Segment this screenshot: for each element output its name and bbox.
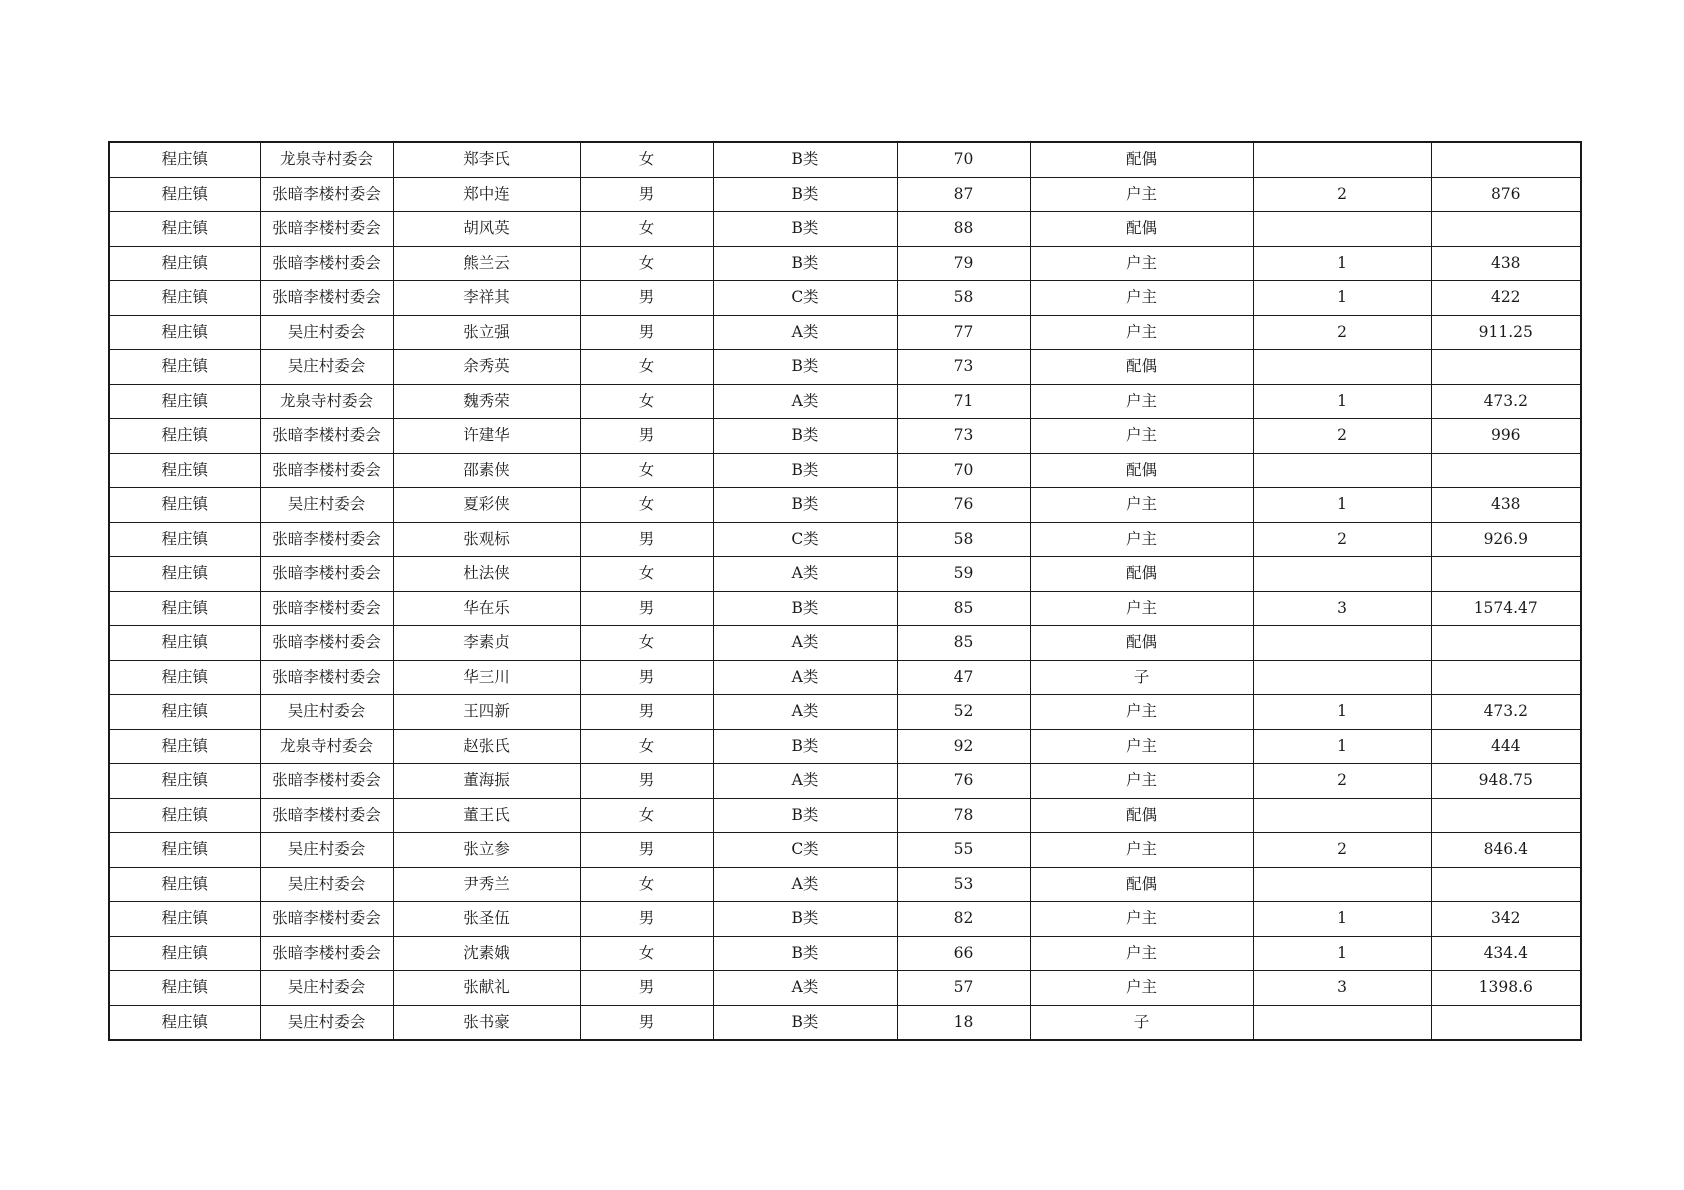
gender-cell: 女 xyxy=(580,867,713,902)
township-cell: 程庄镇 xyxy=(109,695,260,730)
age-cell: 82 xyxy=(897,902,1030,937)
household-size-cell: 1 xyxy=(1253,936,1431,971)
table-row xyxy=(109,453,1581,488)
household-size-cell xyxy=(1253,1005,1431,1040)
amount-cell xyxy=(1431,453,1581,488)
amount-cell xyxy=(1431,350,1581,385)
age-cell: 55 xyxy=(897,833,1030,868)
table-row xyxy=(109,246,1581,281)
amount-cell: 444 xyxy=(1431,729,1581,764)
table-row xyxy=(109,557,1581,592)
gender-cell: 男 xyxy=(580,315,713,350)
township-cell: 程庄镇 xyxy=(109,350,260,385)
age-cell: 57 xyxy=(897,971,1030,1006)
gender-cell: 男 xyxy=(580,660,713,695)
relation-cell: 户主 xyxy=(1030,936,1253,971)
village-cell: 吴庄村委会 xyxy=(260,833,393,868)
age-cell: 73 xyxy=(897,419,1030,454)
category-cell: B类 xyxy=(713,488,897,523)
household-size-cell: 1 xyxy=(1253,281,1431,316)
gender-cell: 男 xyxy=(580,419,713,454)
table-row xyxy=(109,695,1581,730)
township-cell: 程庄镇 xyxy=(109,177,260,212)
category-cell: A类 xyxy=(713,557,897,592)
amount-cell xyxy=(1431,626,1581,661)
amount-cell: 1398.6 xyxy=(1431,971,1581,1006)
relation-cell: 户主 xyxy=(1030,419,1253,454)
gender-cell: 男 xyxy=(580,902,713,937)
relation-cell: 户主 xyxy=(1030,384,1253,419)
township-cell: 程庄镇 xyxy=(109,315,260,350)
age-cell: 85 xyxy=(897,591,1030,626)
amount-cell: 434.4 xyxy=(1431,936,1581,971)
category-cell: B类 xyxy=(713,902,897,937)
name-cell: 李素贞 xyxy=(393,626,580,661)
category-cell: C类 xyxy=(713,833,897,868)
name-cell: 郑中连 xyxy=(393,177,580,212)
relation-cell: 户主 xyxy=(1030,764,1253,799)
township-cell: 程庄镇 xyxy=(109,246,260,281)
table-row xyxy=(109,591,1581,626)
table-row xyxy=(109,833,1581,868)
township-cell: 程庄镇 xyxy=(109,660,260,695)
name-cell: 赵张氏 xyxy=(393,729,580,764)
age-cell: 77 xyxy=(897,315,1030,350)
amount-cell: 926.9 xyxy=(1431,522,1581,557)
gender-cell: 女 xyxy=(580,936,713,971)
household-size-cell: 2 xyxy=(1253,419,1431,454)
age-cell: 58 xyxy=(897,522,1030,557)
amount-cell: 948.75 xyxy=(1431,764,1581,799)
township-cell: 程庄镇 xyxy=(109,971,260,1006)
name-cell: 许建华 xyxy=(393,419,580,454)
table-row xyxy=(109,522,1581,557)
relation-cell: 户主 xyxy=(1030,281,1253,316)
village-cell: 吴庄村委会 xyxy=(260,867,393,902)
household-size-cell: 2 xyxy=(1253,522,1431,557)
category-cell: B类 xyxy=(713,177,897,212)
age-cell: 70 xyxy=(897,142,1030,177)
household-size-cell xyxy=(1253,453,1431,488)
table-row xyxy=(109,315,1581,350)
household-size-cell: 3 xyxy=(1253,971,1431,1006)
household-size-cell: 1 xyxy=(1253,246,1431,281)
gender-cell: 男 xyxy=(580,177,713,212)
amount-cell xyxy=(1431,1005,1581,1040)
township-cell: 程庄镇 xyxy=(109,729,260,764)
township-cell: 程庄镇 xyxy=(109,384,260,419)
category-cell: B类 xyxy=(713,591,897,626)
age-cell: 71 xyxy=(897,384,1030,419)
gender-cell: 男 xyxy=(580,281,713,316)
township-cell: 程庄镇 xyxy=(109,142,260,177)
amount-cell xyxy=(1431,660,1581,695)
name-cell: 魏秀荣 xyxy=(393,384,580,419)
village-cell: 张暗李楼村委会 xyxy=(260,798,393,833)
household-size-cell: 2 xyxy=(1253,833,1431,868)
village-cell: 吴庄村委会 xyxy=(260,971,393,1006)
relation-cell: 配偶 xyxy=(1030,867,1253,902)
relation-cell: 户主 xyxy=(1030,246,1253,281)
age-cell: 66 xyxy=(897,936,1030,971)
amount-cell: 473.2 xyxy=(1431,384,1581,419)
township-cell: 程庄镇 xyxy=(109,1005,260,1040)
amount-cell: 1574.47 xyxy=(1431,591,1581,626)
village-cell: 吴庄村委会 xyxy=(260,315,393,350)
village-cell: 张暗李楼村委会 xyxy=(260,246,393,281)
name-cell: 夏彩侠 xyxy=(393,488,580,523)
relation-cell: 配偶 xyxy=(1030,626,1253,661)
relation-cell: 户主 xyxy=(1030,833,1253,868)
name-cell: 郑李氏 xyxy=(393,142,580,177)
age-cell: 92 xyxy=(897,729,1030,764)
village-cell: 龙泉寺村委会 xyxy=(260,384,393,419)
category-cell: A类 xyxy=(713,660,897,695)
household-size-cell: 2 xyxy=(1253,177,1431,212)
household-size-cell xyxy=(1253,557,1431,592)
relation-cell: 户主 xyxy=(1030,902,1253,937)
category-cell: B类 xyxy=(713,350,897,385)
household-size-cell: 1 xyxy=(1253,488,1431,523)
relation-cell: 户主 xyxy=(1030,591,1253,626)
gender-cell: 男 xyxy=(580,591,713,626)
township-cell: 程庄镇 xyxy=(109,833,260,868)
table-row xyxy=(109,867,1581,902)
relation-cell: 配偶 xyxy=(1030,350,1253,385)
amount-cell xyxy=(1431,867,1581,902)
category-cell: C类 xyxy=(713,281,897,316)
village-cell: 张暗李楼村委会 xyxy=(260,453,393,488)
relation-cell: 户主 xyxy=(1030,695,1253,730)
gender-cell: 女 xyxy=(580,142,713,177)
amount-cell: 473.2 xyxy=(1431,695,1581,730)
gender-cell: 男 xyxy=(580,695,713,730)
amount-cell: 342 xyxy=(1431,902,1581,937)
household-size-cell xyxy=(1253,660,1431,695)
gender-cell: 女 xyxy=(580,557,713,592)
township-cell: 程庄镇 xyxy=(109,212,260,247)
relation-cell: 配偶 xyxy=(1030,798,1253,833)
village-cell: 吴庄村委会 xyxy=(260,350,393,385)
age-cell: 53 xyxy=(897,867,1030,902)
village-cell: 吴庄村委会 xyxy=(260,695,393,730)
name-cell: 董王氏 xyxy=(393,798,580,833)
relation-cell: 配偶 xyxy=(1030,453,1253,488)
name-cell: 董海振 xyxy=(393,764,580,799)
amount-cell: 911.25 xyxy=(1431,315,1581,350)
name-cell: 熊兰云 xyxy=(393,246,580,281)
township-cell: 程庄镇 xyxy=(109,867,260,902)
township-cell: 程庄镇 xyxy=(109,522,260,557)
amount-cell: 422 xyxy=(1431,281,1581,316)
gender-cell: 男 xyxy=(580,971,713,1006)
name-cell: 胡风英 xyxy=(393,212,580,247)
village-cell: 龙泉寺村委会 xyxy=(260,729,393,764)
amount-cell: 438 xyxy=(1431,488,1581,523)
relation-cell: 配偶 xyxy=(1030,557,1253,592)
name-cell: 张立参 xyxy=(393,833,580,868)
table-row xyxy=(109,798,1581,833)
name-cell: 张献礼 xyxy=(393,971,580,1006)
township-cell: 程庄镇 xyxy=(109,626,260,661)
household-size-cell xyxy=(1253,867,1431,902)
township-cell: 程庄镇 xyxy=(109,419,260,454)
amount-cell: 876 xyxy=(1431,177,1581,212)
name-cell: 杜法侠 xyxy=(393,557,580,592)
village-cell: 张暗李楼村委会 xyxy=(260,419,393,454)
township-cell: 程庄镇 xyxy=(109,591,260,626)
category-cell: B类 xyxy=(713,729,897,764)
age-cell: 47 xyxy=(897,660,1030,695)
name-cell: 张书豪 xyxy=(393,1005,580,1040)
household-size-cell xyxy=(1253,626,1431,661)
village-cell: 吴庄村委会 xyxy=(260,1005,393,1040)
village-cell: 张暗李楼村委会 xyxy=(260,557,393,592)
age-cell: 58 xyxy=(897,281,1030,316)
category-cell: B类 xyxy=(713,1005,897,1040)
table-body xyxy=(109,142,1581,1040)
relation-cell: 子 xyxy=(1030,660,1253,695)
amount-cell: 996 xyxy=(1431,419,1581,454)
table-row xyxy=(109,281,1581,316)
category-cell: B类 xyxy=(713,419,897,454)
household-size-cell: 3 xyxy=(1253,591,1431,626)
village-cell: 张暗李楼村委会 xyxy=(260,212,393,247)
household-size-cell: 1 xyxy=(1253,902,1431,937)
household-size-cell: 2 xyxy=(1253,764,1431,799)
household-size-cell: 2 xyxy=(1253,315,1431,350)
relation-cell: 户主 xyxy=(1030,729,1253,764)
table-row xyxy=(109,177,1581,212)
age-cell: 79 xyxy=(897,246,1030,281)
township-cell: 程庄镇 xyxy=(109,488,260,523)
village-cell: 龙泉寺村委会 xyxy=(260,142,393,177)
age-cell: 18 xyxy=(897,1005,1030,1040)
category-cell: B类 xyxy=(713,246,897,281)
amount-cell xyxy=(1431,142,1581,177)
table-row xyxy=(109,1005,1581,1040)
village-cell: 张暗李楼村委会 xyxy=(260,281,393,316)
household-size-cell xyxy=(1253,798,1431,833)
village-cell: 张暗李楼村委会 xyxy=(260,591,393,626)
data-table xyxy=(108,141,1582,1041)
name-cell: 余秀英 xyxy=(393,350,580,385)
relation-cell: 配偶 xyxy=(1030,142,1253,177)
village-cell: 张暗李楼村委会 xyxy=(260,660,393,695)
relation-cell: 配偶 xyxy=(1030,212,1253,247)
gender-cell: 女 xyxy=(580,212,713,247)
village-cell: 张暗李楼村委会 xyxy=(260,764,393,799)
gender-cell: 女 xyxy=(580,246,713,281)
amount-cell: 846.4 xyxy=(1431,833,1581,868)
category-cell: A类 xyxy=(713,384,897,419)
category-cell: A类 xyxy=(713,867,897,902)
category-cell: B类 xyxy=(713,453,897,488)
table-row xyxy=(109,764,1581,799)
township-cell: 程庄镇 xyxy=(109,453,260,488)
amount-cell xyxy=(1431,212,1581,247)
table-row xyxy=(109,212,1581,247)
age-cell: 76 xyxy=(897,764,1030,799)
table-row xyxy=(109,660,1581,695)
age-cell: 52 xyxy=(897,695,1030,730)
name-cell: 张观标 xyxy=(393,522,580,557)
age-cell: 78 xyxy=(897,798,1030,833)
relation-cell: 户主 xyxy=(1030,971,1253,1006)
name-cell: 张立强 xyxy=(393,315,580,350)
village-cell: 张暗李楼村委会 xyxy=(260,936,393,971)
household-size-cell xyxy=(1253,142,1431,177)
age-cell: 88 xyxy=(897,212,1030,247)
gender-cell: 男 xyxy=(580,764,713,799)
age-cell: 76 xyxy=(897,488,1030,523)
table-row xyxy=(109,419,1581,454)
township-cell: 程庄镇 xyxy=(109,764,260,799)
category-cell: A类 xyxy=(713,695,897,730)
table-row xyxy=(109,729,1581,764)
table-row xyxy=(109,626,1581,661)
household-size-cell xyxy=(1253,212,1431,247)
relation-cell: 子 xyxy=(1030,1005,1253,1040)
name-cell: 沈素娥 xyxy=(393,936,580,971)
category-cell: B类 xyxy=(713,798,897,833)
relation-cell: 户主 xyxy=(1030,315,1253,350)
name-cell: 华在乐 xyxy=(393,591,580,626)
name-cell: 张圣伍 xyxy=(393,902,580,937)
gender-cell: 女 xyxy=(580,488,713,523)
village-cell: 吴庄村委会 xyxy=(260,488,393,523)
gender-cell: 男 xyxy=(580,522,713,557)
table-row xyxy=(109,488,1581,523)
relation-cell: 户主 xyxy=(1030,177,1253,212)
gender-cell: 女 xyxy=(580,453,713,488)
category-cell: B类 xyxy=(713,212,897,247)
name-cell: 华三川 xyxy=(393,660,580,695)
gender-cell: 男 xyxy=(580,833,713,868)
category-cell: A类 xyxy=(713,315,897,350)
gender-cell: 女 xyxy=(580,350,713,385)
household-size-cell: 1 xyxy=(1253,695,1431,730)
table-row xyxy=(109,384,1581,419)
age-cell: 85 xyxy=(897,626,1030,661)
township-cell: 程庄镇 xyxy=(109,557,260,592)
amount-cell xyxy=(1431,557,1581,592)
age-cell: 59 xyxy=(897,557,1030,592)
category-cell: A类 xyxy=(713,764,897,799)
table-row xyxy=(109,902,1581,937)
age-cell: 87 xyxy=(897,177,1030,212)
township-cell: 程庄镇 xyxy=(109,902,260,937)
name-cell: 邵素侠 xyxy=(393,453,580,488)
relation-cell: 户主 xyxy=(1030,522,1253,557)
category-cell: C类 xyxy=(713,522,897,557)
name-cell: 李祥其 xyxy=(393,281,580,316)
household-size-cell xyxy=(1253,350,1431,385)
category-cell: B类 xyxy=(713,142,897,177)
township-cell: 程庄镇 xyxy=(109,281,260,316)
age-cell: 70 xyxy=(897,453,1030,488)
township-cell: 程庄镇 xyxy=(109,798,260,833)
household-size-cell: 1 xyxy=(1253,384,1431,419)
table-row xyxy=(109,936,1581,971)
amount-cell: 438 xyxy=(1431,246,1581,281)
village-cell: 张暗李楼村委会 xyxy=(260,177,393,212)
table-row xyxy=(109,350,1581,385)
name-cell: 王四新 xyxy=(393,695,580,730)
category-cell: A类 xyxy=(713,971,897,1006)
gender-cell: 女 xyxy=(580,729,713,764)
name-cell: 尹秀兰 xyxy=(393,867,580,902)
gender-cell: 男 xyxy=(580,1005,713,1040)
relation-cell: 户主 xyxy=(1030,488,1253,523)
gender-cell: 女 xyxy=(580,798,713,833)
household-size-cell: 1 xyxy=(1253,729,1431,764)
village-cell: 张暗李楼村委会 xyxy=(260,522,393,557)
village-cell: 张暗李楼村委会 xyxy=(260,626,393,661)
table-row xyxy=(109,142,1581,177)
village-cell: 张暗李楼村委会 xyxy=(260,902,393,937)
category-cell: A类 xyxy=(713,626,897,661)
table-row xyxy=(109,971,1581,1006)
amount-cell xyxy=(1431,798,1581,833)
gender-cell: 女 xyxy=(580,384,713,419)
township-cell: 程庄镇 xyxy=(109,936,260,971)
gender-cell: 女 xyxy=(580,626,713,661)
age-cell: 73 xyxy=(897,350,1030,385)
category-cell: B类 xyxy=(713,936,897,971)
